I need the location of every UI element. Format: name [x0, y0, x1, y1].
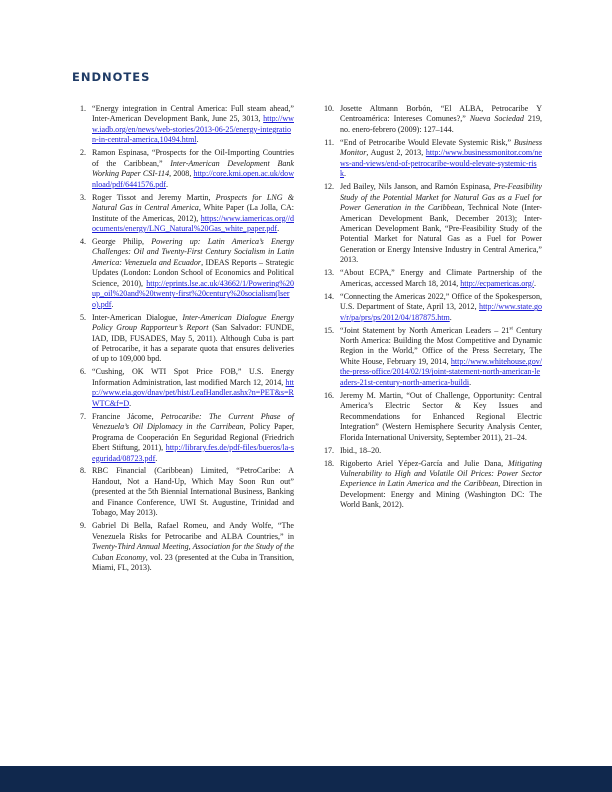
- citation-title: Powering up: Latin America’s Energy Challenges: Oil and Twenty-First Century Socialism in Latin America: Venezuela and Ecuador: [92, 236, 294, 267]
- citation-text: RBC Financial (Caribbean) Limited, “PetroCaribe: A Handout, Not a Hand-Up, Which May Soon Run out” (presented at the 5th Biennial International Business, Banking and Finance Conference, UWI St. Augustine, Trinidad and Tobago, May 2013).: [92, 466, 294, 518]
- citation-title: Inter-American Development Bank Working Paper CSI-114: [92, 158, 294, 179]
- endnote-text: [92, 412, 294, 463]
- endnote-number: 12.: [323, 182, 334, 192]
- endnote-item: [318, 459, 542, 511]
- endnote-item: [70, 367, 294, 409]
- citation-title: Twenty-Third Annual Meeting, Association for the Study of the Cuban Economy: [92, 542, 294, 562]
- endnote-number: 14.: [323, 291, 334, 301]
- endnote-item: [70, 193, 294, 235]
- endnote-item: [70, 521, 294, 573]
- endnote-link[interactable]: http://eprints.lse.ac.uk/43662/1/Powering%20up_oil%20and%20twenty-first%20century%20socialism(lsero).pdf: [92, 278, 294, 309]
- citation-text: Gabriel Di Bella, Rafael Romeu, and Andy Wolfe, “The Venezuela Risks for Petrocaribe and ALBA Countries,” in: [92, 521, 294, 541]
- citation-text: , Policy Paper, Programa de Cooperación En Seguridad Regional (Friedrich Ebert Stiftung, 2011),: [92, 422, 294, 453]
- endnote-item: [318, 182, 542, 266]
- endnote-number: 17.: [323, 445, 334, 455]
- endnote-text: [92, 521, 294, 572]
- endnote-item: [70, 466, 294, 518]
- endnote-item: [70, 148, 294, 190]
- endnote-item: [318, 326, 542, 389]
- endnote-item: [318, 104, 542, 135]
- citation-text: “End of Petrocaribe Would Elevate Systemic Risk,”: [340, 137, 514, 147]
- endnote-link[interactable]: http://www.state.gov/r/pa/prs/ps/2012/04/187875.htm: [340, 302, 542, 322]
- endnote-number: 5.: [79, 312, 86, 322]
- endnote-item: [70, 237, 294, 310]
- endnotes-column-left: [70, 104, 294, 576]
- endnote-number: 9.: [79, 521, 86, 531]
- endnote-text: [92, 237, 294, 309]
- citation-text: “About ECPA,” Energy and Climate Partnership of the Americas, accessed March 18, 2014,: [340, 268, 542, 288]
- endnote-number: 10.: [323, 104, 334, 113]
- endnote-number: 16.: [323, 390, 334, 400]
- endnote-number: 4.: [79, 236, 86, 246]
- citation-text: .: [111, 299, 114, 309]
- endnote-number: 15.: [323, 325, 334, 335]
- citation-text: .: [469, 377, 472, 387]
- endnote-link[interactable]: http://www.iadb.org/en/news/web-stories/2013-06-25/energy-integration-in-central-america,10494.html: [92, 114, 294, 145]
- endnote-number: 18.: [323, 458, 334, 468]
- citation-text: .: [129, 398, 132, 408]
- citation-text: , Technical Note (Inter-American Development Bank, December 2013); Inter-American Development Bank, “Pre-Feasibility Study of the Potential Market for Natural Gas as a Fuel for Power Generation or Energy Intensive Industry in Central America,” 2013.: [340, 203, 542, 265]
- citation-title: Inter-American Dialogue Energy Policy Group Rapporteur’s Report: [92, 312, 295, 333]
- page-title: ENDNOTES: [72, 70, 151, 84]
- citation-text: “Energy integration in Central America: Full steam ahead,” Inter-American Development Bank, June 25, 3013,: [92, 104, 294, 124]
- endnote-number: 2.: [79, 148, 86, 158]
- citation-text: .: [196, 135, 199, 145]
- endnote-text: [92, 193, 294, 233]
- superscript: st: [509, 325, 513, 331]
- citation-text: .: [449, 312, 452, 322]
- endnote-item: [70, 412, 294, 464]
- endnote-text: [340, 268, 542, 287]
- citation-text: , August 2, 2013,: [366, 148, 426, 158]
- endnote-text: [340, 446, 381, 455]
- endnote-number: 1.: [79, 104, 86, 113]
- citation-text: Josette Altmann Borbón, “El ALBA, Petrocaribe Y Centroamérica: Intereses Comunes?,”: [340, 104, 542, 124]
- citation-title: Nueva Sociedad: [469, 114, 524, 124]
- endnote-item: [318, 391, 542, 443]
- citation-text: (San Salvador: FUNDE, IAD, IDB, FUSADES, May 5, 2011). Although Cuba is part of Petrocaribe, it has a separate quota that ensures deliveries of up to 109,000 bpd.: [92, 323, 294, 364]
- endnote-number: 13.: [323, 268, 334, 278]
- citation-text: 219, no. enero-febrero (2009): 127–144.: [340, 114, 542, 134]
- citation-title: Business Monitor: [340, 137, 542, 158]
- endnote-link[interactable]: http://www.businessmonitor.com/news-and-views/end-of-petrocaribe-would-elevate-systemic-risk: [340, 148, 542, 179]
- endnote-text: [340, 292, 542, 322]
- citation-title: Pre-Feasibility Study of the Potential Market for Natural Gas as a Fuel for Power Generation in the Caribbean: [340, 182, 542, 213]
- endnote-link[interactable]: http://ecpamericas.org/: [460, 278, 535, 288]
- endnote-link[interactable]: http://core.kmi.open.ac.uk/download/pdf/6441576.pdf: [92, 169, 294, 189]
- endnote-item: [318, 138, 542, 180]
- endnote-text: [92, 104, 294, 144]
- endnote-link[interactable]: http://library.fes.de/pdf-files/bueros/la-seguridad/08723.pdf: [92, 443, 294, 463]
- citation-text: .: [534, 278, 537, 288]
- citation-text: , 2008,: [169, 169, 194, 179]
- citation-text: Inter-American Dialogue,: [92, 312, 183, 322]
- endnote-text: [92, 148, 294, 188]
- footer-bar: [0, 766, 612, 792]
- citation-title: Prospects for LNG & Natural Gas in Central America: [92, 192, 294, 213]
- citation-text: Rigoberto Ariel Yépez-García and Julie Dana,: [340, 458, 509, 468]
- citation-text: Ibid., 18–20.: [340, 445, 382, 455]
- endnotes-column-right: [318, 104, 542, 513]
- endnote-item: [70, 313, 294, 365]
- endnote-text: [340, 104, 542, 134]
- citation-text: “Cushing, OK WTI Spot Price FOB,” U.S. Energy Information Administration, last modified March 12, 2014,: [92, 367, 294, 387]
- citation-text: Francine Jácome,: [92, 411, 161, 421]
- endnote-item: [318, 292, 542, 323]
- endnote-link[interactable]: https://www.iamericas.org//documents/energy/LNG_Natural%20Gas_white_paper.pdf: [92, 213, 294, 233]
- endnote-link[interactable]: http://www.whitehouse.gov/the-press-office/2014/02/19/joint-statement-north-american-leaders-21st-century-north-america-buildi: [340, 356, 542, 387]
- citation-text: .: [165, 179, 168, 189]
- citation-text: , Direction in Development: Energy and Mining (Washington DC: The World Bank, 2012).: [340, 479, 543, 510]
- citation-text: Jeremy M. Martin, “Out of Challenge, Opportunity: Central America’s Electric Sector & Key Issues and Recommendations for Enhanced Regional Electric Integration” (Western Hemisphere Security Analysis Center, Florida International University, September 2011), 21–24.: [340, 390, 542, 442]
- citation-text: , vol. 23 (presented at the Cuba in Transition, Miami, FL, 2013).: [92, 552, 295, 573]
- citation-title: Mitigating Vulnerability to High and Volatile Oil Prices: Power Sector Experience in Latin America and the Caribbean: [340, 458, 542, 489]
- citation-text: Jed Bailey, Nils Janson, and Ramón Espinasa,: [340, 182, 494, 192]
- endnote-text: [92, 367, 294, 407]
- citation-text: Century North America: Building the Most Competitive and Dynamic Region in the World,” Office of the Press Secretary, The White House, February 19, 2014,: [340, 325, 542, 366]
- citation-text: , White Paper (La Jolla, CA: Institute of the Americas, 2012),: [92, 203, 294, 223]
- endnote-number: 8.: [79, 466, 86, 476]
- endnote-link[interactable]: http://www.eia.gov/dnav/pet/hist/LeafHandler.ashx?n=PET&s=RWTC&f=D: [92, 377, 294, 408]
- citation-text: “Joint Statement by North American Leaders – 21: [340, 325, 510, 335]
- endnote-item: [318, 446, 542, 456]
- endnote-number: 7.: [79, 411, 86, 421]
- endnote-text: [340, 138, 542, 178]
- citation-text: “Connecting the Americas 2022,” Office of the Spokesperson, U.S. Department of State, April 13, 2012,: [340, 291, 542, 312]
- endnote-text: [340, 326, 542, 387]
- citation-text: .: [155, 453, 158, 463]
- endnote-text: [340, 182, 542, 264]
- endnote-number: 6.: [79, 367, 86, 377]
- citation-title: Petrocaribe: The Current Phase of Venezuela’s Oil Diplomacy in the Carribean: [92, 411, 294, 432]
- endnote-text: [340, 459, 542, 510]
- citation-text: .: [277, 223, 280, 233]
- endnote-text: [340, 391, 542, 442]
- endnote-text: [92, 466, 294, 517]
- endnote-number: 11.: [324, 137, 334, 147]
- endnote-item: [70, 104, 294, 146]
- citation-text: George Philip,: [92, 236, 152, 246]
- citation-text: , IDEAS Reports – Strategic Updates (London: London School of Economics and Political Science, 2010),: [92, 257, 294, 288]
- citation-text: .: [344, 169, 347, 179]
- citation-text: Roger Tissot and Jeremy Martin,: [92, 192, 216, 202]
- endnote-text: [92, 313, 294, 364]
- endnote-item: [318, 268, 542, 289]
- endnote-number: 3.: [79, 192, 86, 202]
- citation-text: Ramon Espinasa, “Prospects for the Oil-Importing Countries of the Caribbean,”: [92, 148, 294, 168]
